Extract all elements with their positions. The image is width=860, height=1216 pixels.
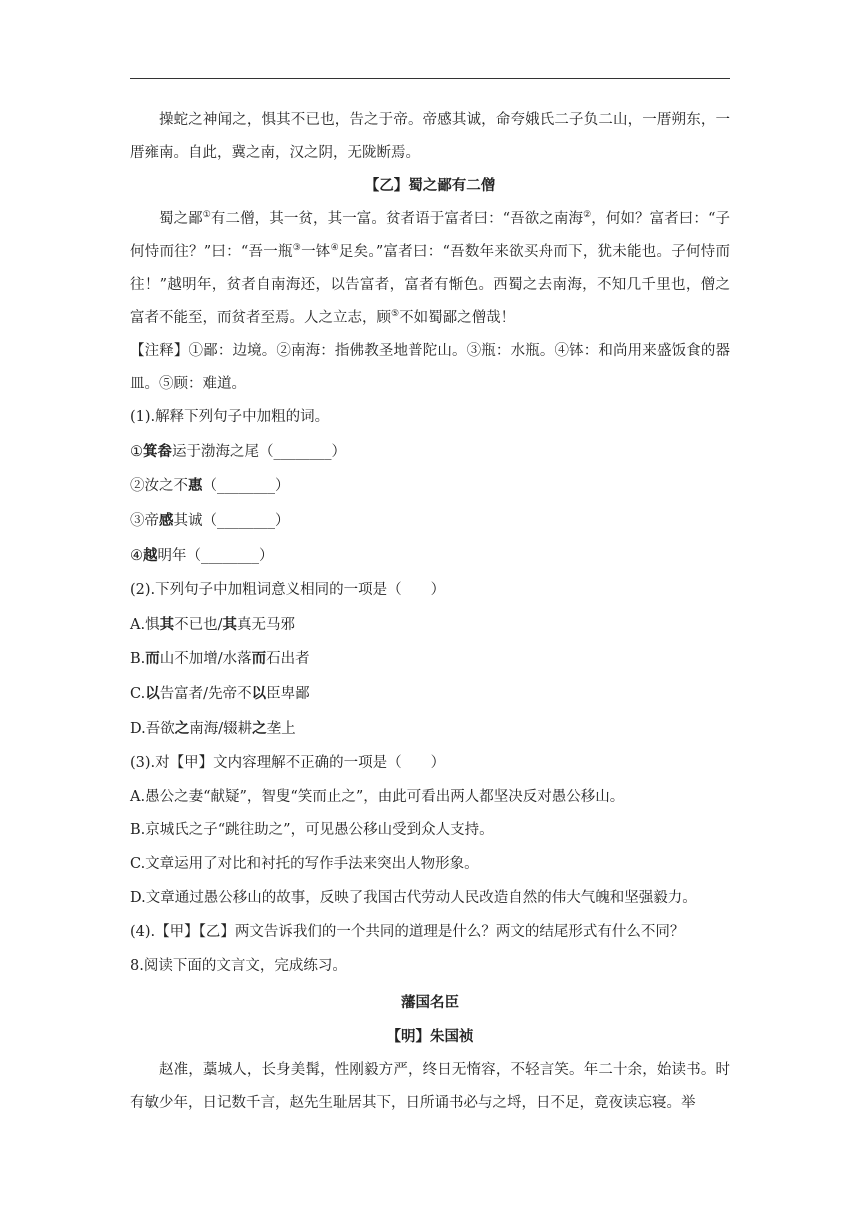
question-3-option-c[interactable]: C.文章运用了对比和衬托的写作手法来突出人物形象。 (130, 856, 479, 873)
item-text: 运于渤海之尾 (172, 443, 259, 460)
bold-word: 箕畚 (143, 442, 172, 460)
footnote-marker: ① (202, 209, 211, 220)
option-text: A.惧 (130, 616, 160, 633)
footnote-marker: ③ (292, 242, 302, 253)
footnote-marker: ⑤ (391, 308, 400, 319)
footnote-marker: ④ (330, 242, 339, 253)
question-2-option-c[interactable] (130, 677, 730, 712)
question-2-option-d[interactable] (130, 712, 730, 747)
passage-text: 不如蜀鄙之僧哉！ (399, 309, 516, 326)
option-text: D.吾欲 (130, 720, 175, 737)
bold-word: 以 (251, 685, 267, 703)
bold-word: 其 (159, 615, 175, 633)
answer-blank[interactable]: （________） (202, 513, 290, 530)
question-1-item-3 (130, 504, 730, 539)
question-1-item-1 (130, 435, 730, 470)
bold-word: 之 (252, 719, 267, 737)
question-3-option-d[interactable]: D.文章通过愚公移山的故事，反映了我国古代劳动人民改造自然的伟大气魄和坚强毅力。 (130, 889, 697, 906)
bold-word: 感 (159, 512, 174, 530)
answer-blank[interactable]: （________） (202, 478, 290, 495)
passage-text: 有二僧，其一贫，其一富。贫者语于富者曰：“吾欲之南海 (210, 210, 584, 227)
answer-blank[interactable]: （________） (259, 443, 346, 460)
passage-yi-title: 【乙】蜀之鄙有二僧 (364, 177, 496, 194)
option-text: 石出者 (266, 651, 310, 668)
passage-line: 操蛇之神闻之，惧其不已也，告之于帝。帝感其诚，命夸娥氏二子负二山，一厝朔东， (159, 112, 716, 128)
bold-word: 之 (174, 719, 190, 737)
option-text: 山不加增/水落 (159, 651, 252, 668)
question-3-prompt: (3).对【甲】文内容理解不正确的一项是（ ） (130, 754, 446, 771)
option-text: 臣卑鄙 (266, 686, 310, 703)
item-text: ②汝之不 (130, 478, 188, 495)
item-text: ④ (130, 547, 143, 564)
option-text: 真无马邪 (236, 616, 295, 633)
passage-2-author: 【明】朱国祯 (386, 1028, 474, 1046)
passage-2-title: 藩国名臣 (401, 994, 459, 1012)
passage-yi (130, 203, 730, 335)
passage-jia-ending (130, 104, 730, 170)
passage-text: ，何如？富者曰：“子何恃而往？”曰：“吾一瓶 (130, 210, 730, 260)
bold-word: 越 (143, 546, 158, 564)
bold-word: 惠 (188, 477, 203, 495)
document-body (130, 104, 730, 1120)
option-text: 告富者/先帝不 (159, 686, 252, 703)
bold-word: 其 (222, 615, 237, 633)
item-text: 明年 (157, 547, 187, 564)
question-1-item-4 (130, 539, 730, 574)
passage-text: 蜀之鄙 (159, 210, 203, 227)
question-1-item-2 (130, 469, 730, 504)
bold-word: 以 (145, 685, 160, 703)
header-rule (130, 78, 730, 79)
passage-text: 足矣。”富者曰：“吾数年来欲买舟而下，犹未能也。子何恃而往！”越明年，贫者自南海还，以告富者，富者有惭色。西蜀之去南海，不知几千里也，僧之富者不能至，而贫者至焉。人之立志，顾 (130, 243, 731, 326)
passage-line: 一厝雍南。自此，冀之南，汉之阴，无陇断焉。 (130, 112, 730, 161)
item-text: ① (130, 443, 143, 460)
bold-word: 而 (251, 650, 267, 668)
option-text: 不已也/ (174, 616, 223, 633)
footnote-marker: ② (583, 209, 592, 220)
passage-2-text: 赵准，藁城人，长身美髯，性刚毅方严，终日无惰容，不轻言笑。年二十余，始读书。时有敏少年，日记数千言，赵先生耻居其下，日所诵书必与之埒，日不足，竟夜读忘寝。举 (130, 1061, 730, 1111)
option-text: B. (130, 651, 146, 668)
option-text: 南海/辍耕 (189, 720, 253, 737)
annotation-notes: 【注释】①鄙：边境。②南海：指佛教圣地普陀山。③瓶：水瓶。④钵：和尚用来盛饭食的器皿。⑤顾：难道。 (130, 342, 730, 392)
question-8-prompt: 8.阅读下面的文言文，完成练习。 (130, 957, 347, 974)
item-text: 其诚 (173, 513, 203, 530)
question-2-option-b[interactable] (130, 642, 730, 677)
question-3-option-b[interactable]: B.京城氏之子“跳往助之”，可见愚公移山受到众人支持。 (130, 822, 494, 839)
bold-word: 而 (145, 650, 160, 668)
option-text: C. (130, 686, 146, 703)
question-4-prompt: (4).【甲】【乙】两文告诉我们的一个共同的道理是什么？两文的结尾形式有什么不同？ (130, 923, 685, 940)
item-text: ③帝 (130, 513, 159, 530)
question-1-prompt: (1).解释下列句子中加粗的词。 (130, 408, 330, 425)
option-text: 垄上 (266, 720, 296, 737)
question-3-option-a[interactable]: A.愚公之妻“献疑”，智叟“笑而止之”，由此可看出两人都坚决反对愚公移山。 (130, 788, 625, 805)
question-2-option-a[interactable] (130, 608, 730, 643)
question-2-prompt: (2).下列句子中加粗词意义相同的一项是（ ） (130, 581, 446, 598)
passage-text: 一钵 (301, 243, 331, 260)
answer-blank[interactable]: （________） (186, 547, 274, 564)
